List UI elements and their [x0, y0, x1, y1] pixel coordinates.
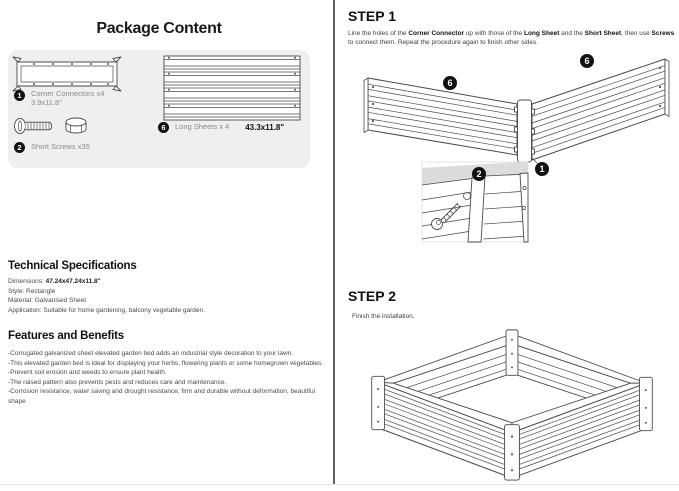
step1-instruction [348, 29, 679, 47]
spec-dimensions [8, 277, 328, 287]
feature-line: -Corrugated galvanized sheet elevated garden bed adds an industrial style decoration to your lawn. [8, 350, 294, 357]
feature-line: -The raised pattern also prevents pests and reduces care and maintenance. [8, 378, 227, 386]
feature-line: -Prevent soil erosion and weeds to ensure plant health. [8, 369, 167, 377]
features-benefits-list [8, 349, 330, 407]
instruction-keyword: Screws [651, 30, 675, 37]
nut-drawing [66, 118, 86, 133]
spec-style: Style: Rectangle [8, 287, 56, 295]
item-number-badge: 1 [14, 90, 25, 101]
instruction-keyword: Corner Connector [408, 30, 464, 37]
package-item-short-screws [14, 142, 90, 153]
features-benefits-title: Features and Benefits [8, 330, 124, 342]
spec-material: Material: Galvanised Sheet [8, 297, 87, 305]
feature-line: -This elevated garden bed is ideal for displaying your herbs, flowering plants or some homegrown vegetables. [8, 359, 324, 367]
screw-and-nut-drawing [10, 110, 102, 142]
instruction-text: to connect them. Repeat the procedure again to finish other sides. [348, 39, 539, 46]
instruction-text: and the [559, 30, 585, 37]
item-number-badge: 2 [14, 142, 25, 153]
instruction-keyword: Long Sheet [523, 30, 560, 37]
item-label: Short Screws x35 [31, 142, 90, 152]
instruction-text: , then use [621, 30, 652, 37]
step2-title: STEP 2 [348, 288, 396, 304]
package-content-title: Package Content [96, 20, 222, 37]
spec-dimensions-label: Dimensions: [8, 278, 46, 285]
item-size: 43.3x11.8" [245, 123, 285, 132]
page-bottom-rule [0, 484, 679, 485]
corner-connector-drawing [12, 55, 122, 93]
package-item-corner-connectors [14, 90, 104, 107]
spec-application: Application: Suitable for home gardening, balcony vegetable garden. [8, 306, 205, 314]
vertical-divider [333, 0, 335, 485]
item-label: Corner Connectors x4 [31, 89, 105, 98]
instruction-text: up with those of the [463, 30, 524, 37]
item-size: 3.9x11.8" [31, 97, 62, 107]
step2-assembled-bed-diagram [352, 320, 672, 483]
package-item-long-sheets [158, 122, 284, 133]
step1-title: STEP 1 [348, 8, 396, 24]
package-content-box [8, 50, 310, 168]
step1-assembly-diagram [348, 52, 678, 252]
screw-badge: 2 [472, 167, 486, 181]
item-label: Long Sheets x 4 [175, 122, 230, 132]
feature-line: -Corrosion resistance, water saving and drought resistance, firm and durable without deformation, beautiful shape [8, 388, 316, 405]
instruction-keyword: Short Sheet [584, 30, 622, 37]
long-sheet-badge: 6 [580, 54, 594, 68]
instruction-text: Line the holes of the [348, 30, 409, 37]
technical-specifications-list [8, 277, 328, 315]
long-sheet-badge: 6 [443, 76, 457, 90]
item-number-badge: 6 [158, 122, 169, 133]
technical-specifications-title: Technical Specifications [8, 260, 137, 272]
step2-subtitle: Finish the installation. [352, 313, 415, 320]
long-sheets-drawing [158, 52, 306, 122]
corner-connector-badge: 1 [535, 162, 549, 176]
spec-dimensions-value: 47.24x47.24x11.8" [45, 278, 101, 285]
